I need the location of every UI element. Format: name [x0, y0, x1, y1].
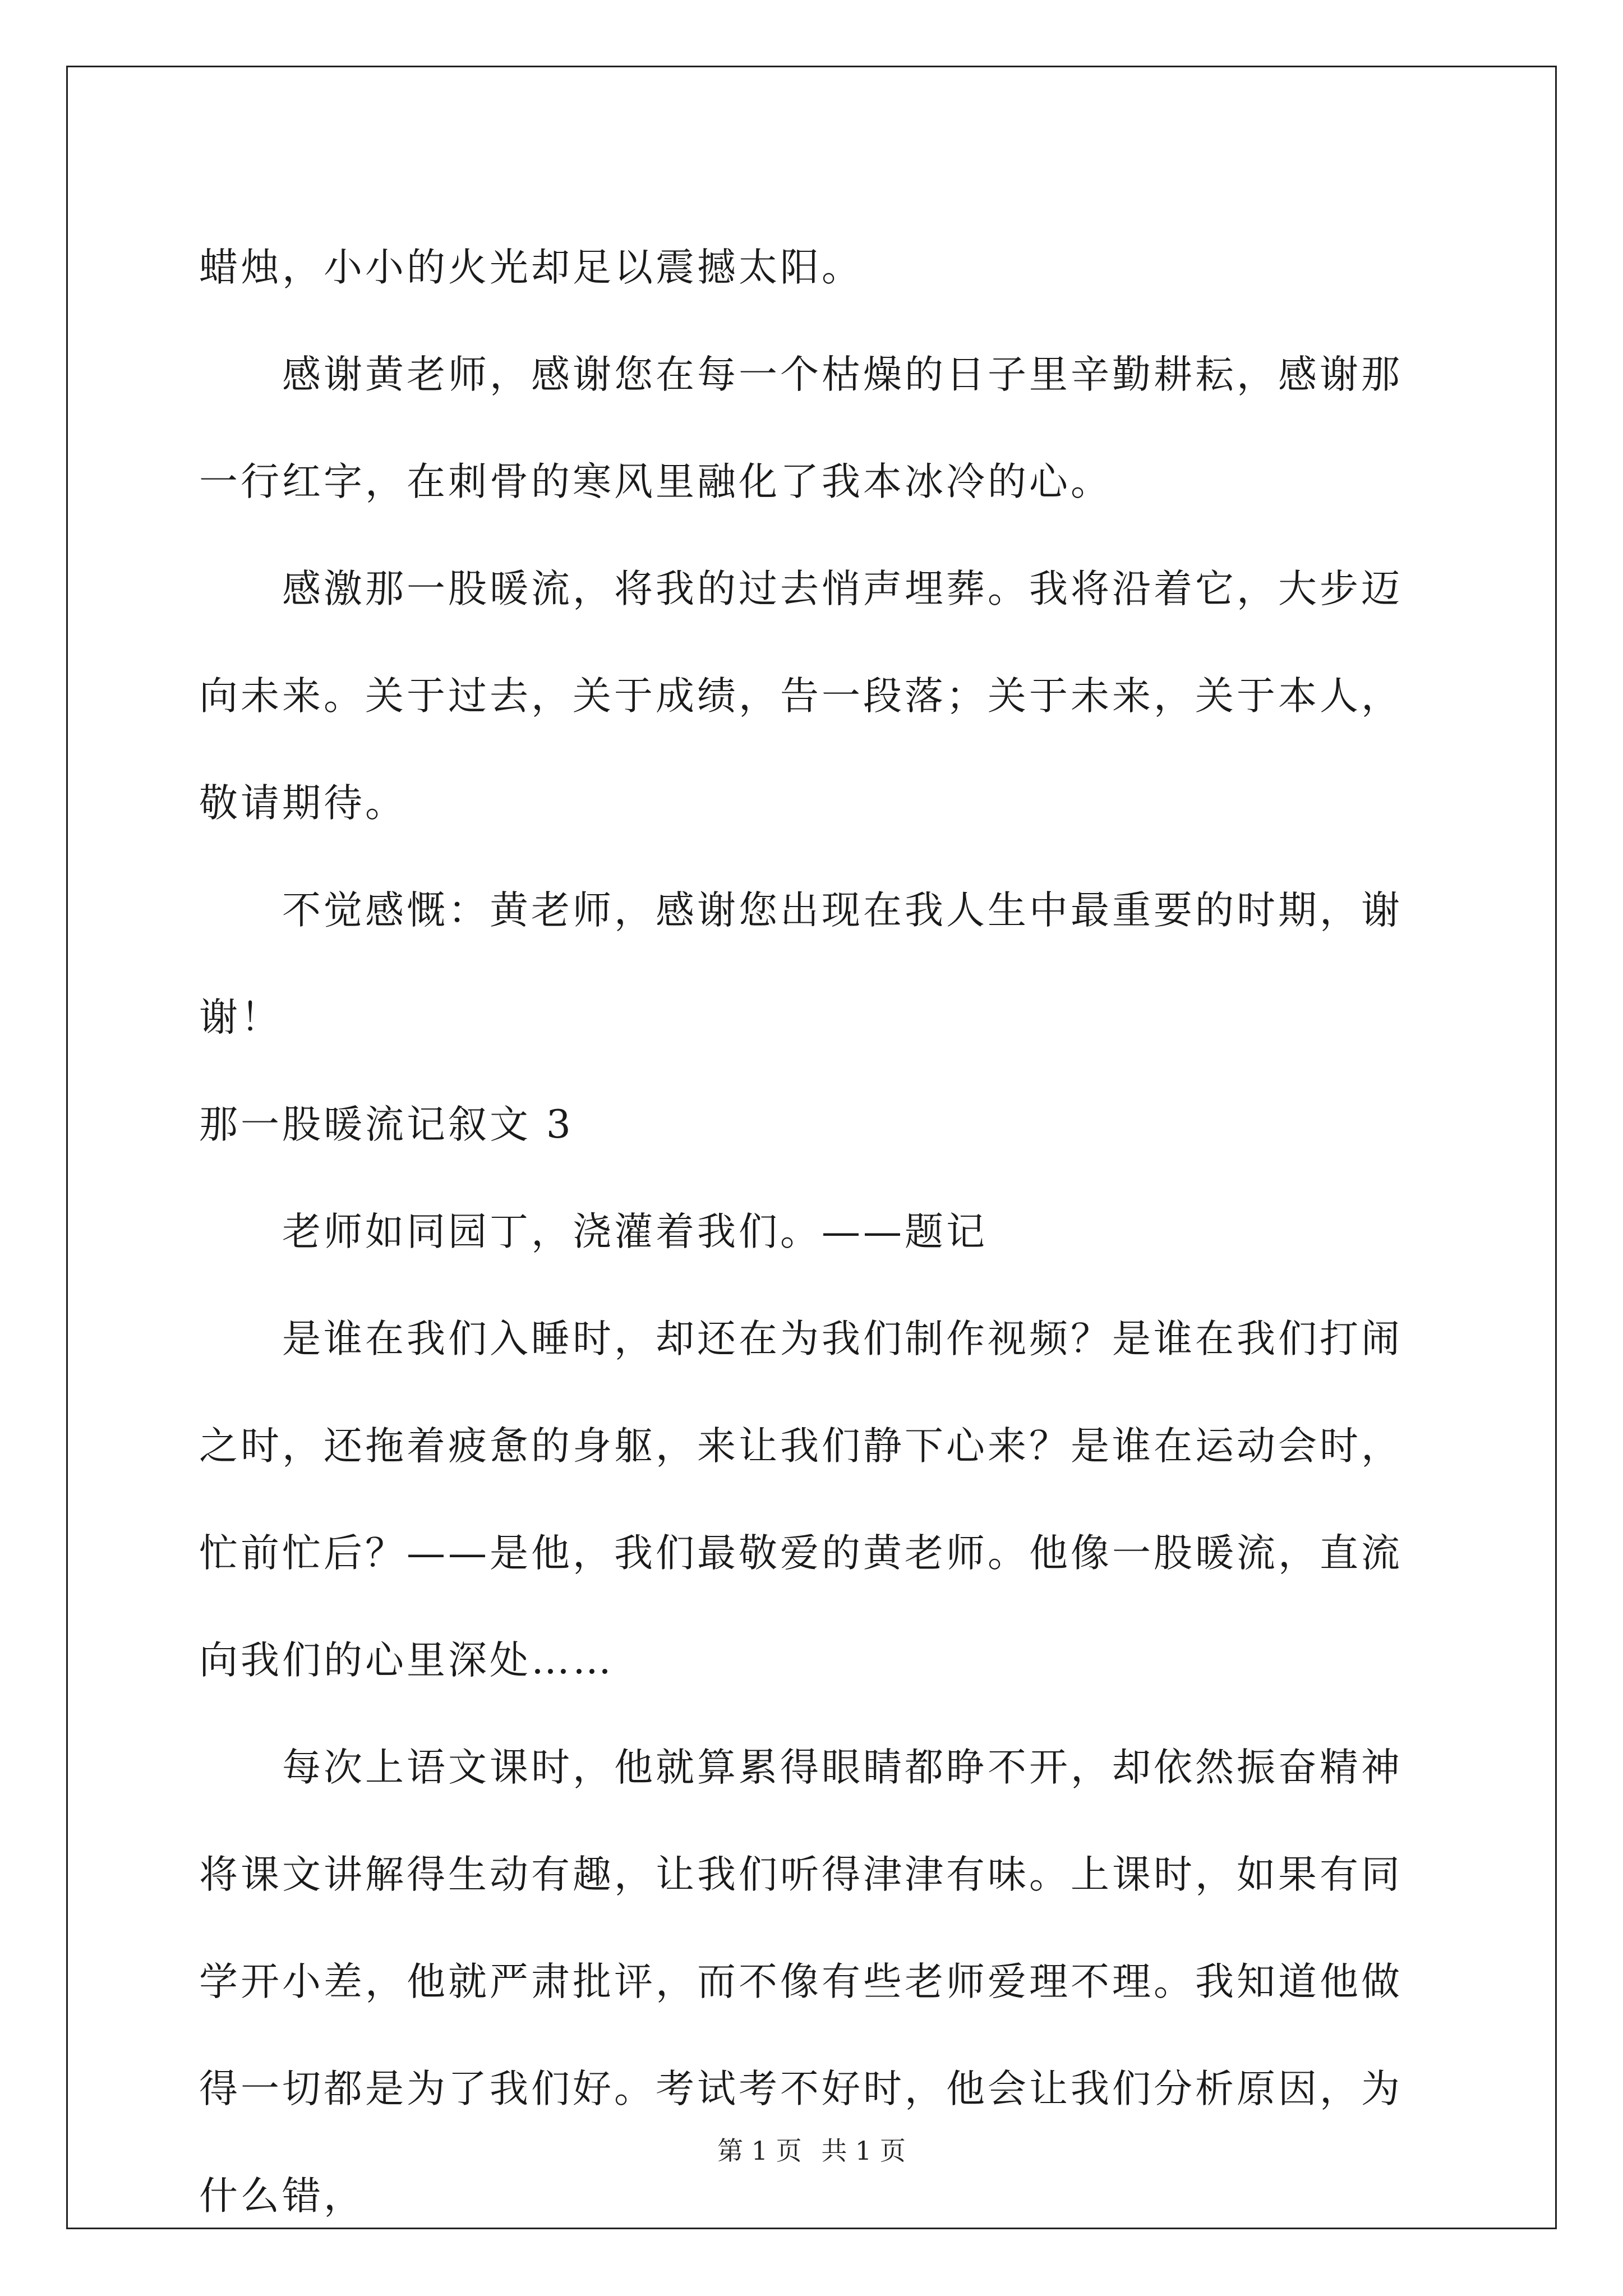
page-number: 第 1 页 [717, 2136, 802, 2166]
paragraph: 是谁在我们入睡时，却还在为我们制作视频？是谁在我们打闹之时，还拖着疲惫的身躯，来让我们静下心来？是谁在运动会时，忙前忙后？——是他，我们最敬爱的黄老师。他像一股暖流，直流向我们的心里深处…… [199, 1317, 1403, 1683]
paragraph: 每次上语文课时，他就算累得眼睛都睁不开，却依然振奋精神将课文讲解得生动有趣，让我们听得津津有味。上课时，如果有同学开小差，他就严肃批评，而不像有些老师爱理不理。我知道他做得一切都是为了我们好。考试考不好时，他会让我们分析原因，为什么错， [199, 1745, 1403, 2219]
document-body [199, 214, 1438, 2250]
epigraph: 老师如同园丁，浇灌着我们。——题记 [282, 1209, 988, 1254]
page-total: 共 1 页 [821, 2136, 906, 2166]
paragraph: 蜡烛，小小的火光却足以震撼太阳。 [199, 245, 863, 290]
paragraph: 不觉感慨：黄老师，感谢您出现在我人生中最重要的时期，谢谢！ [199, 888, 1403, 1040]
page-footer [0, 2134, 1623, 2168]
paragraph: 感激那一股暖流，将我的过去悄声埋葬。我将沿着它，大步迈向未来。关于过去，关于成绩，告一段落；关于未来，关于本人，敬请期待。 [199, 567, 1403, 826]
section-heading: 那一股暖流记叙文 3 [199, 1102, 574, 1147]
paragraph: 感谢黄老师，感谢您在每一个枯燥的日子里辛勤耕耘，感谢那一行红字，在刺骨的寒风里融化了我本冰冷的心。 [199, 352, 1403, 504]
